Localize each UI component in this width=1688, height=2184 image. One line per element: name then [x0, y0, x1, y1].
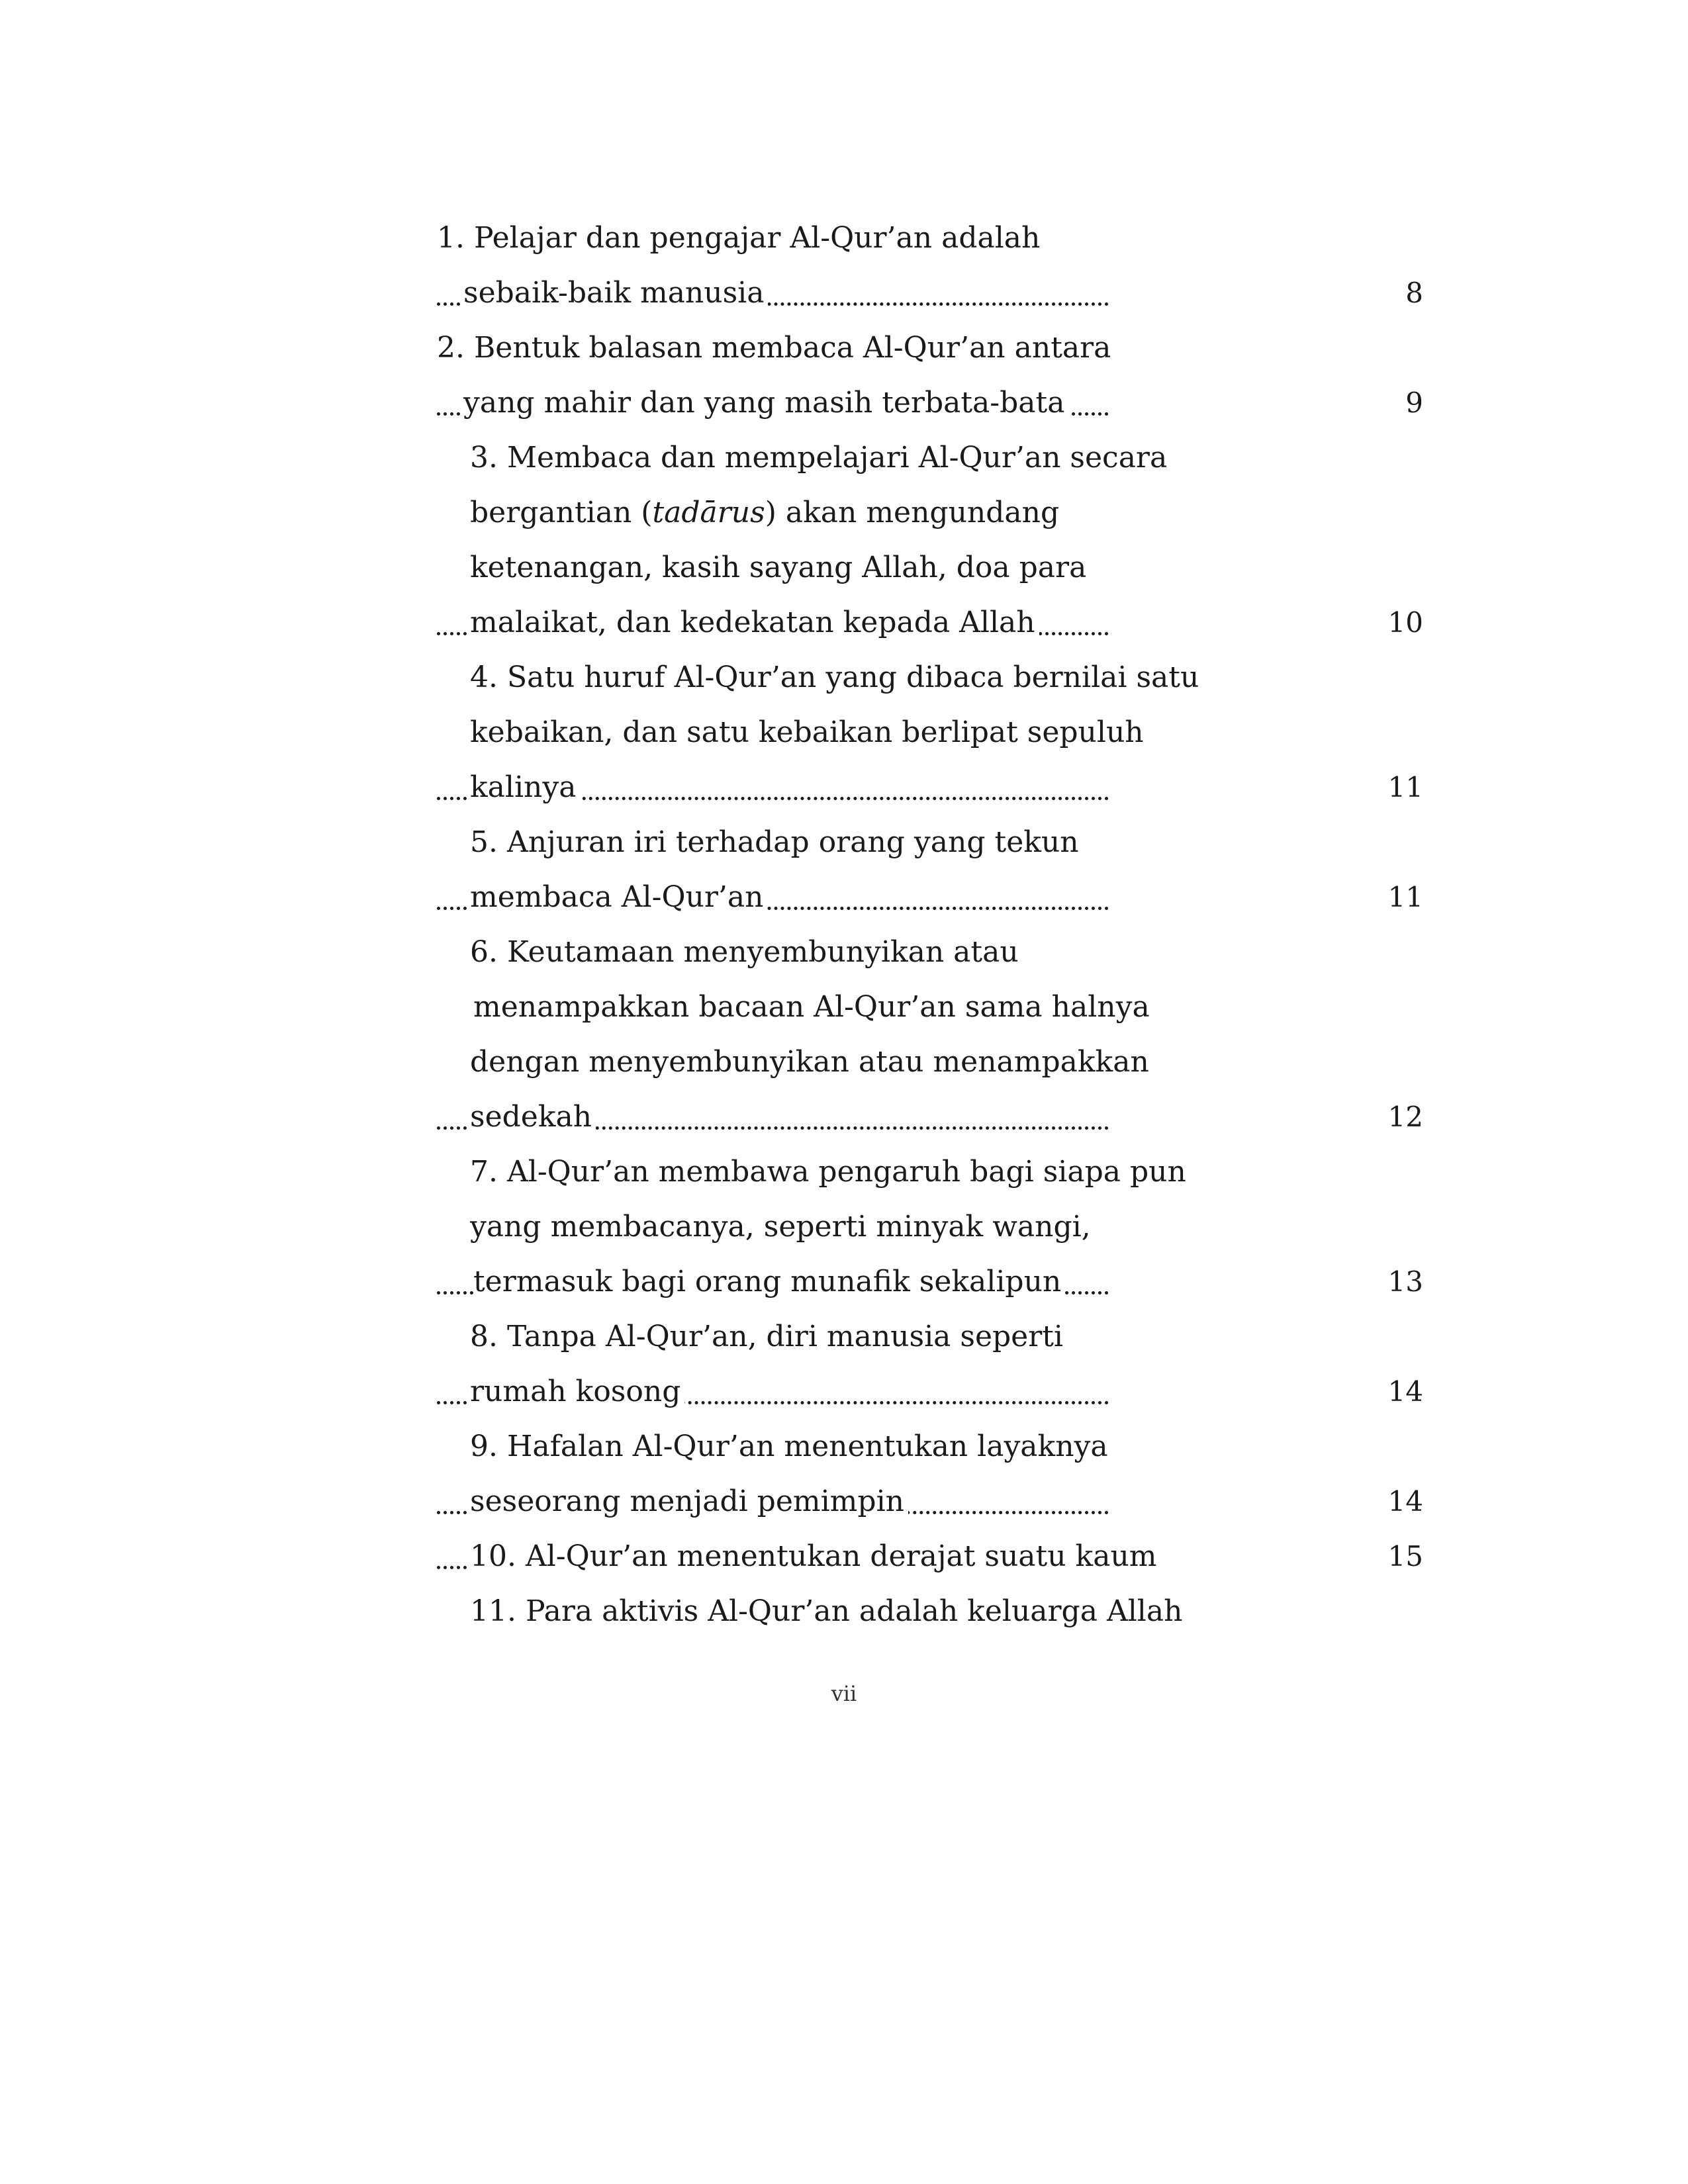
- toc-entry-6-line-4: [437, 1089, 1423, 1144]
- toc-page-number: 15: [1387, 1540, 1423, 1572]
- toc-entry-1-line-1: [437, 210, 1271, 265]
- toc-entry-text: kebaikan, dan satu kebaikan berlipat sepuluh: [470, 705, 1148, 760]
- toc-entry-10-line-1: [437, 1529, 1423, 1584]
- toc-entry-text-part: bergantian (: [470, 496, 653, 529]
- toc-entry-text: yang membacanya, seperti minyak wangi,: [470, 1199, 1095, 1254]
- toc-entry-text: 10. Al-Qur’an menentukan derajat suatu kaum: [470, 1529, 1161, 1584]
- toc-entry-text: 3. Membaca dan mempelajari Al-Qur’an secara: [470, 430, 1171, 485]
- toc-entry-5-line-2: [437, 870, 1423, 925]
- toc-entry-text: malaikat, dan kedekatan kepada Allah: [470, 595, 1039, 650]
- toc-entry-6-line-2: [437, 979, 1271, 1034]
- toc-entry-2-line-2: [437, 375, 1423, 430]
- toc-entry-2-line-1: [437, 320, 1271, 375]
- page-folio: vii: [831, 1681, 857, 1706]
- toc-entry-text: 5. Anjuran iri terhadap orang yang tekun: [470, 815, 1083, 870]
- toc-entry-text: sedekah: [470, 1089, 596, 1144]
- toc-entry-4-line-3: [437, 760, 1423, 815]
- toc-entry-3-line-2: [437, 485, 1271, 540]
- toc-page-number: 12: [1387, 1101, 1423, 1133]
- toc-entry-6-line-3: [437, 1034, 1271, 1089]
- toc-page-number: 14: [1387, 1375, 1423, 1408]
- toc-entry-9-line-2: [437, 1474, 1423, 1529]
- toc-entry-text: [470, 485, 1063, 540]
- toc-entry-text: 6. Keutamaan menyembunyikan atau: [470, 925, 1023, 979]
- toc-entry-text: menampakkan bacaan Al-Qur’an sama halnya: [473, 979, 1154, 1034]
- toc-entry-text: sebaik-baik manusia: [463, 265, 768, 320]
- toc-entry-text: 2. Bentuk balasan membaca Al-Qur’an antara: [437, 320, 1115, 375]
- toc-entry-text: yang mahir dan yang masih terbata-bata: [463, 375, 1068, 430]
- toc-entry-6-line-1: [437, 925, 1271, 979]
- toc-entry-text: 4. Satu huruf Al-Qur’an yang dibaca bernilai satu: [470, 650, 1203, 705]
- toc-entry-text-part: ) akan mengundang: [765, 496, 1060, 529]
- toc-entry-7-line-3: [437, 1254, 1423, 1309]
- toc-entry-text: dengan menyembunyikan atau menampakkan: [470, 1034, 1153, 1089]
- toc-page-number: 8: [1405, 277, 1423, 309]
- toc-entry-text: 9. Hafalan Al-Qur’an menentukan layaknya: [470, 1419, 1112, 1474]
- toc-page-number: 11: [1387, 771, 1423, 803]
- toc-entry-text: 7. Al-Qur’an membawa pengaruh bagi siapa pun: [470, 1144, 1190, 1199]
- toc-entry-text: rumah kosong: [470, 1364, 684, 1419]
- toc-entry-text: 11. Para aktivis Al-Qur’an adalah keluarga Allah: [470, 1584, 1186, 1639]
- table-of-contents: [437, 210, 1423, 1639]
- toc-entry-5-line-1: [437, 815, 1271, 870]
- toc-entry-text: termasuk bagi orang munafik sekalipun: [473, 1254, 1065, 1309]
- toc-entry-text: ketenangan, kasih sayang Allah, doa para: [470, 540, 1090, 595]
- toc-page-number: 9: [1405, 387, 1423, 419]
- toc-entry-7-line-2: [437, 1199, 1271, 1254]
- toc-entry-term-italic: tadārus: [652, 496, 765, 529]
- toc-entry-1-line-2: [437, 265, 1423, 320]
- toc-entry-8-line-1: [437, 1309, 1271, 1364]
- toc-entry-text: kalinya: [470, 760, 580, 815]
- toc-entry-4-line-1: [437, 650, 1271, 705]
- toc-entry-3-line-4: [437, 595, 1423, 650]
- toc-entry-text: seseorang menjadi pemimpin: [470, 1474, 908, 1529]
- toc-entry-text: 8. Tanpa Al-Qur’an, diri manusia seperti: [470, 1309, 1067, 1364]
- toc-page-number: 14: [1387, 1485, 1423, 1518]
- toc-entry-3-line-3: [437, 540, 1271, 595]
- toc-entry-text: 1. Pelajar dan pengajar Al-Qur’an adalah: [437, 210, 1044, 265]
- toc-entry-4-line-2: [437, 705, 1271, 760]
- toc-entry-11-line-1: [437, 1584, 1271, 1639]
- toc-page-number: 11: [1387, 881, 1423, 913]
- toc-page-number: 13: [1387, 1265, 1423, 1298]
- toc-entry-8-line-2: [437, 1364, 1423, 1419]
- toc-entry-7-line-1: [437, 1144, 1271, 1199]
- toc-entry-text: membaca Al-Qur’an: [470, 870, 767, 925]
- toc-page-number: 10: [1387, 606, 1423, 639]
- toc-entry-9-line-1: [437, 1419, 1271, 1474]
- toc-entry-3-line-1: [437, 430, 1271, 485]
